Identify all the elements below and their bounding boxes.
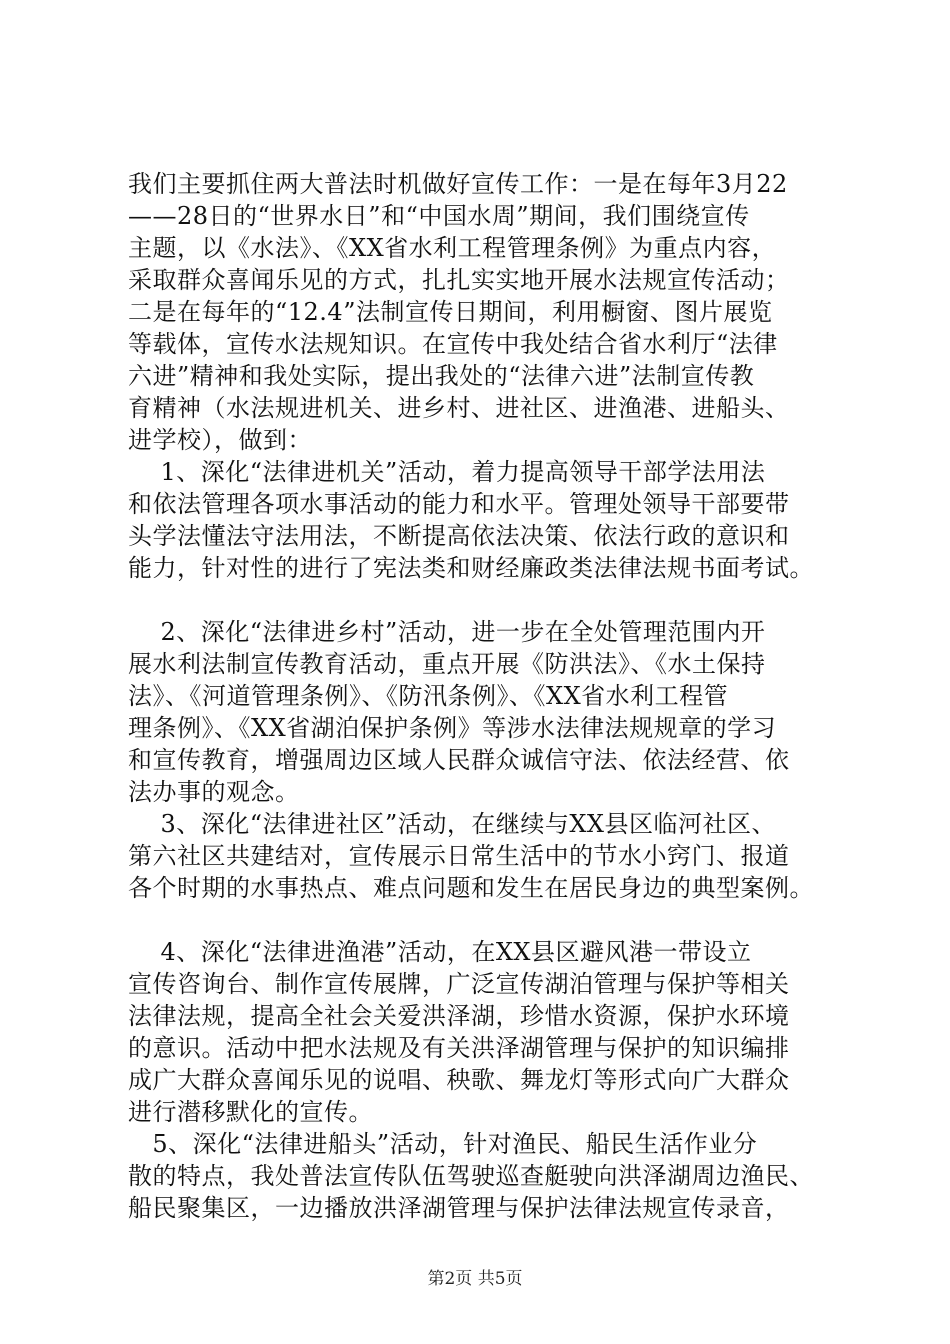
- text-line: 和依法管理各项水事活动的能力和水平。管理处领导干部要带: [128, 490, 790, 518]
- blank-line: [128, 904, 853, 936]
- text-line: 六进”精神和我处实际，提出我处的“法律六进”法制宣传教: [128, 362, 755, 390]
- text-line: 5、深化“法律进船头”活动，针对渔民、船民生活作业分: [128, 1130, 758, 1158]
- text-line: 主题，以《水法》、《XX省水利工程管理条例》为重点内容，: [128, 234, 777, 262]
- text-line: 采取群众喜闻乐见的方式，扎扎实实地开展水法规宣传活动；: [128, 266, 790, 294]
- text-line: 二是在每年的“12.4”法制宣传日期间，利用橱窗、图片展览: [128, 298, 773, 326]
- text-line: 展水利法制宣传教育活动，重点开展《防洪法》、《水土保持: [128, 650, 766, 678]
- text-line: 散的特点，我处普法宣传队伍驾驶巡查艇驶向洪泽湖周边渔民、: [128, 1162, 814, 1190]
- text-line: 法办事的观念。: [128, 778, 300, 806]
- text-line: 头学法懂法守法用法，不断提高依法决策、依法行政的意识和: [128, 522, 790, 550]
- text-line: 进行潜移默化的宣传。: [128, 1098, 373, 1126]
- text-line: 和宣传教育，增强周边区域人民群众诚信守法、依法经营、依: [128, 746, 790, 774]
- text-line: 3、深化“法律进社区”活动，在继续与XX县区临河社区、: [128, 810, 776, 838]
- text-line: 育精神（水法规进机关、进乡村、进社区、进渔港、进船头、: [128, 394, 790, 422]
- text-line: 各个时期的水事热点、难点问题和发生在居民身边的典型案例。: [128, 874, 814, 902]
- text-line: 法》、《河道管理条例》、《防汛条例》、《XX省水利工程管: [128, 682, 729, 710]
- text-line: ——28日的“世界水日”和“中国水周”期间，我们围绕宣传: [128, 202, 750, 230]
- text-line: 理条例》、《XX省湖泊保护条例》等涉水法律法规规章的学习: [128, 714, 777, 742]
- text-line: 能力，针对性的进行了宪法类和财经廉政类法律法规书面考试。: [128, 554, 814, 582]
- text-line: 宣传咨询台、制作宣传展牌，广泛宣传湖泊管理与保护等相关: [128, 970, 790, 998]
- blank-line: [128, 584, 853, 616]
- text-line: 2、深化“法律进乡村”活动，进一步在全处管理范围内开: [128, 618, 766, 646]
- text-line: 我们主要抓住两大普法时机做好宣传工作：一是在每年3月22: [128, 170, 788, 198]
- text-line: 进学校），做到：: [128, 426, 312, 454]
- text-line: 法律法规，提高全社会关爱洪泽湖，珍惜水资源，保护水环境: [128, 1002, 790, 1030]
- text-line: 4、深化“法律进渔港”活动，在XX县区避风港一带设立: [128, 938, 752, 966]
- text-line: 1、深化“法律进机关”活动，着力提高领导干部学法用法: [128, 458, 766, 486]
- text-line: 成广大群众喜闻乐见的说唱、秧歌、舞龙灯等形式向广大群众: [128, 1066, 790, 1094]
- text-line: 船民聚集区，一边播放洪泽湖管理与保护法律法规宣传录音，: [128, 1194, 790, 1222]
- text-line: 第六社区共建结对，宣传展示日常生活中的节水小窍门、报道: [128, 842, 790, 870]
- text-line: 的意识。活动中把水法规及有关洪泽湖管理与保护的知识编排: [128, 1034, 790, 1062]
- text-line: 等载体，宣传水法规知识。在宣传中我处结合省水利厅“法律: [128, 330, 778, 358]
- page-footer: 第2页 共5页: [427, 1269, 523, 1289]
